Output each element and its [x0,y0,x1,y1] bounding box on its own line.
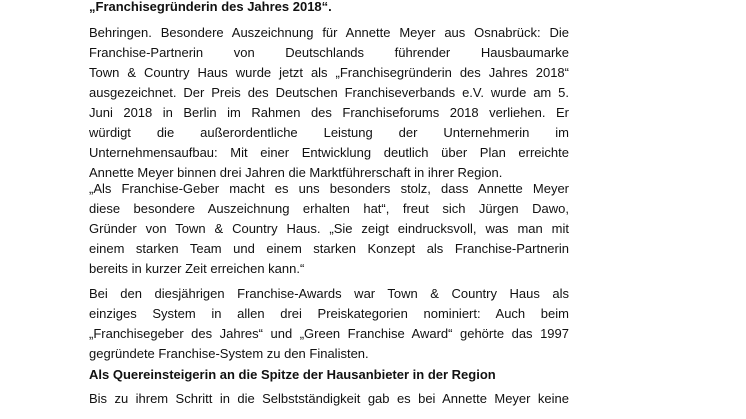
paragraph-line: Annette Meyer binnen drei Jahren die Marktführerschaft in ihrer Region. [89,165,503,180]
section-heading-award-title: „Franchisegründerin des Jahres 2018“. [89,0,332,14]
paragraph-awards [89,284,569,364]
paragraph-line: „Franchisegeber des Jahres“ und „Green Franchise Award“ gehörte das 1997 [89,326,569,341]
paragraph-quote [89,179,569,279]
paragraph-line: Gründer von Town & Country Haus. „Sie zeigt eindrucksvoll, was man mit [89,221,569,236]
paragraph-line: ausgezeichnet. Der Preis des Deutschen Franchiseverbands e.V. wurde am 5. [89,85,569,100]
paragraph-line: einem starken Team und einem starken Konzept als Franchise-Partnerin [89,241,569,256]
paragraph-line: Juni 2018 in Berlin im Rahmen des Franchiseforums 2018 verliehen. Er [89,105,569,120]
document-page [89,0,569,419]
paragraph-intro [89,23,569,183]
paragraph-line: würdigt die außerordentliche Leistung der Unternehmerin im [89,125,569,140]
paragraph-line: „Als Franchise-Geber macht es uns besonders stolz, dass Annette Meyer [89,181,569,196]
paragraph-background [89,389,569,409]
paragraph-line: Bis zu ihrem Schritt in die Selbstständigkeit gab es bei Annette Meyer keine [89,391,569,406]
paragraph-line: bereits in kurzer Zeit erreichen kann.“ [89,261,305,276]
paragraph-line: Bei den diesjährigen Franchise-Awards war Town & Country Haus als [89,286,569,301]
paragraph-line: gegründete Franchise-System zu den Finalisten. [89,346,369,361]
paragraph-line: diese besondere Auszeichnung erhalten hat“, freut sich Jürgen Dawo, [89,201,569,216]
paragraph-line: Behringen. Besondere Auszeichnung für Annette Meyer aus Osnabrück: Die [89,25,569,40]
paragraph-line: einziges System in allen drei Preiskategorien nominiert: Auch beim [89,306,569,321]
paragraph-line: Franchise-Partnerin von Deutschlands führender Hausbaumarke [89,45,569,60]
paragraph-line: Town & Country Haus wurde jetzt als „Franchisegründerin des Jahres 2018“ [89,65,569,80]
paragraph-line: Unternehmensaufbau: Mit einer Entwicklung deutlich über Plan erreichte [89,145,569,160]
section-heading-career-change: Als Quereinsteigerin an die Spitze der Hausanbieter in der Region [89,367,496,382]
